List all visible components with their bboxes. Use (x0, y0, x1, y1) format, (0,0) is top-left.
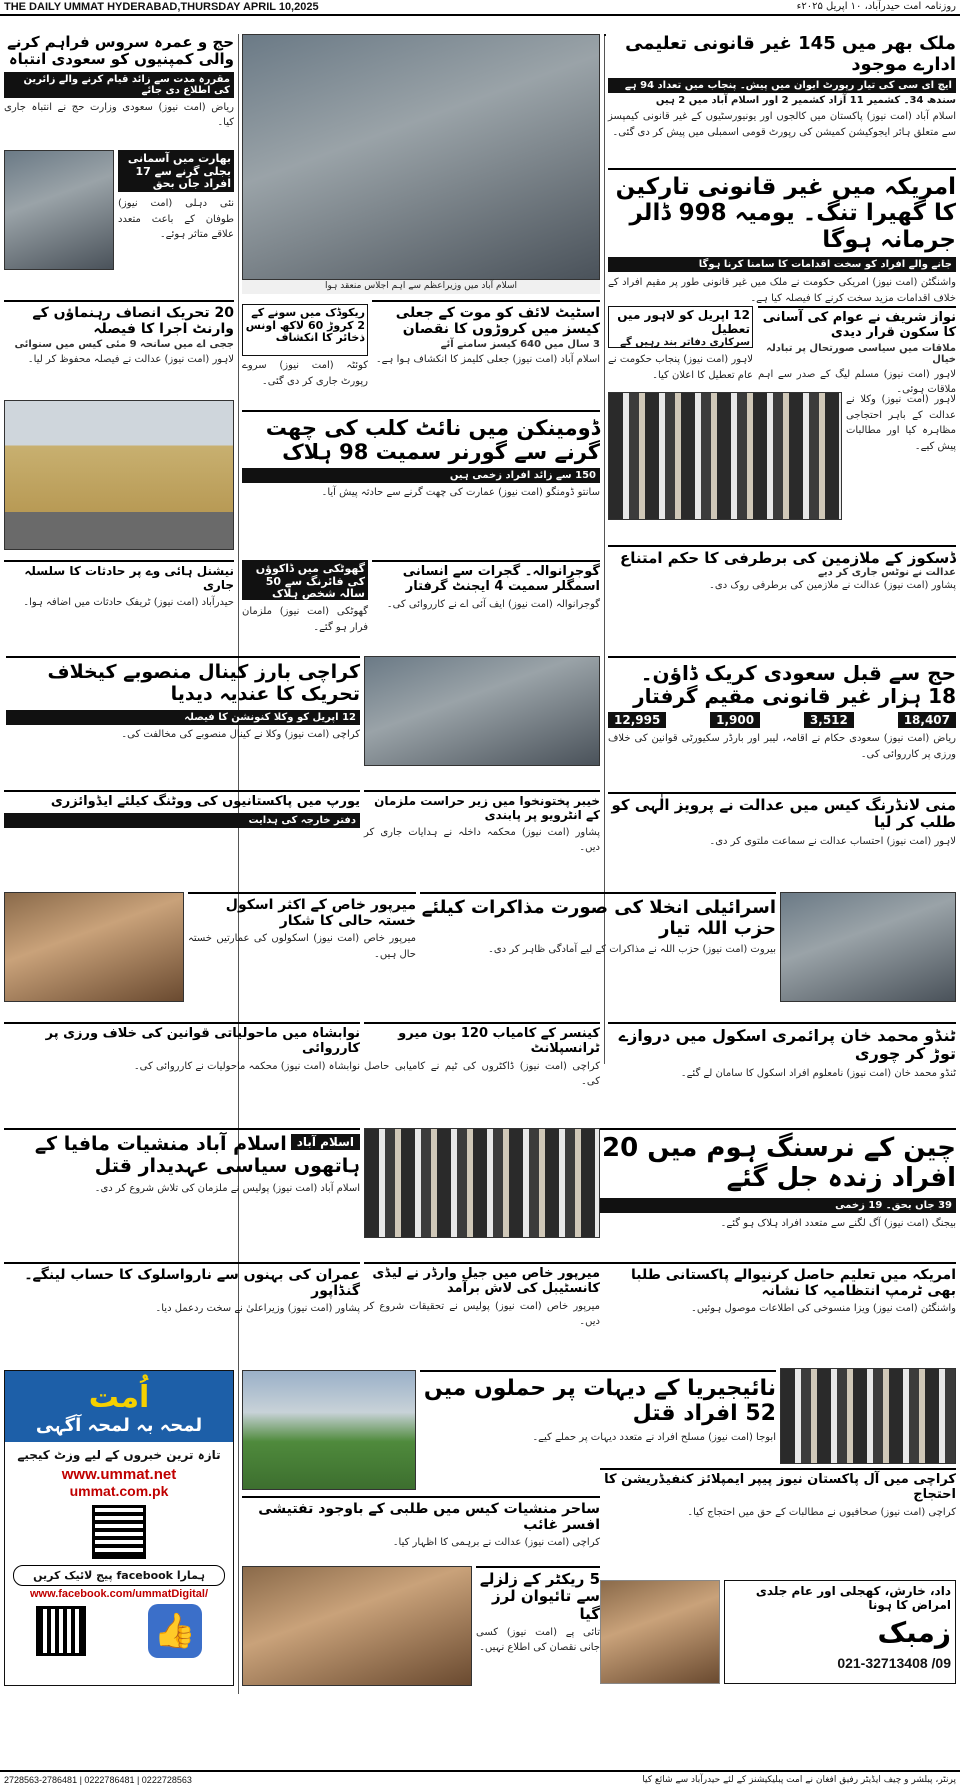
story-europe-voting (4, 790, 360, 870)
ad-zambak-headline: داد، خارش، کھجلی اور عام جلدی امراض کا ہونا (755, 1584, 951, 1612)
story-us-students: امریکہ میں تعلیم حاصل کرنیوالے پاکستانی طلبا بھی ٹرمپ انتظامیہ کا نشانہ واشنگٹن (امت نیوز) ویزا منسوخی کی اطلاعات موصول ہوئیں۔ (600, 1262, 956, 1350)
photo-lawyers-protest (608, 392, 842, 520)
headline: حج سے قبل سعودی کریک ڈاؤن۔ 18 ہزار غیر قانونی مقیم گرفتار (633, 661, 956, 708)
story-state-life: اسٹیٹ لائف کو موت کے جعلی کیسز میں کروڑوں کا نقصان 3 سال میں 640 کیسز سامنے آئے اسلام آباد (امت نیوز) جعلی کلیمز کا انکشاف ہوا ہے۔ (372, 300, 600, 400)
story-saudi-hajj-warning: حج و عمرہ سروس فراہم کرنے والی کمپنیوں کو سعودی انتباہ مقررہ مدت سے زائد قیام کرنے والے زائرین کی اطلاع دی جائے ریاض (امت نیوز) سعودی وزارت حج نے انتباہ جاری کیا۔ (4, 33, 234, 128)
subheadline: مقررہ مدت سے زائد قیام کرنے والے زائرین کی اطلاع دی جائے (4, 72, 234, 98)
headline: عمران کی بہنوں سے نارواسلوک کا حساب لینگے۔ گنڈاپور (24, 1267, 360, 1300)
ad-zambak-product (600, 1580, 720, 1684)
headline: نیشنل ہائی وے پر حادثات کا سلسلہ جاری (24, 564, 234, 592)
masthead (0, 0, 960, 16)
photo-traffic-police (780, 892, 956, 1002)
headline: کینسر کے کامیاب 120 بون میرو ٹرانسپلانٹ (398, 1026, 600, 1056)
subheadline: 150 سے زائد افراد زخمی ہیں (242, 468, 600, 483)
story-gujranwala: گوجرانوالہ۔ گجرات سے انسانی اسمگلر سمیت 4 ایجنٹ گرفتار گوجرانوالہ (امت نیوز) ایف آئی اے نے کارروائی کی۔ (372, 560, 600, 640)
story-pti-warrants: 20 تحریک انصاف رہنماؤں کے وارنٹ اجرا کا فیصلہ ججی اے میں سانحہ 9 مئی کیس میں سنوائی لاہور (امت نیوز) عدالت نے فیصلہ محفوظ کر لیا۔ (4, 300, 234, 396)
subheadline: 3 سال میں 640 کیسز سامنے آئے (440, 339, 600, 351)
story-islamabad-murder: اسلام آباد اسلام آباد منشیات مافیا کے ہاتھوں سیاسی عہدیدار قتل اسلام آباد (امت نیوز) پولیس نے ملزمان کی تلاش شروع کر دی۔ (4, 1128, 360, 1238)
headline: 5 ریکٹر کے زلزلے سے تائیوان لرز گیا (479, 1570, 600, 1623)
ad-ummat-url1[interactable]: www.ummat.net (61, 1466, 177, 1484)
headline: حج و عمرہ سروس فراہم کرنے والی کمپنیوں کو سعودی انتباہ (7, 33, 234, 69)
photo-school-building (4, 400, 234, 550)
ad-zambak-brand: زمبک (877, 1615, 951, 1649)
photo-apnec-protest (780, 1368, 956, 1464)
headline: 12 اپریل کو لاہور میں تعطیل (617, 308, 750, 336)
story-dominican-nightclub: ڈومینکن میں نائٹ کلب کی چھت گرنے سے گورنر سمیت 98 ہلاک 150 سے زائد افراد زخمی ہیں سانتو ڈومنگو (امت نیوز) عمارت کی چھت گرنے سے حادثہ پیش آیا۔ (242, 410, 600, 500)
stat-4: 12,995 (608, 712, 666, 728)
story-reko-diq (242, 304, 368, 356)
ad-ummat-fb-url[interactable]: www.facebook.com/ummatDigital/ (29, 1588, 209, 1601)
stat-1: 18,407 (898, 712, 956, 728)
ad-ummat-logo: اُمت (88, 1380, 150, 1415)
headline: کراچی بارز کینال منصوبے کیخلاف تحریک کا عندیہ دیدیا (47, 661, 360, 705)
headline: نواز شریف نے عوام کی آسانی کا سکون قرار دیدی (762, 310, 956, 340)
headline: نائیجیریا کے دیہات پر حملوں میں 52 افراد قتل (423, 1376, 776, 1427)
footer-text: پرنٹر، پبلشر و چیف ایڈیٹر رفیق افغان نے امت پبلیکیشنز کے لئے حیدرآباد سے شائع کیا (642, 1775, 956, 1785)
story-body: اسلام آباد (امت نیوز) پاکستان میں کالجوں اور یونیورسٹیوں کے غیر قانونی کیمپسز سے متعلق ہائر ایجوکیشن کمیشن کی رپورٹ قومی اسمبلی میں پیش کر دی گئی۔ (608, 111, 956, 138)
story-kp-interview-ban: خیبر پختونخوا میں زیر حراست ملزمان کے انٹرویو پر پابندی پشاور (امت نیوز) محکمہ داخلہ نے ہدایات جاری کر دیں۔ (364, 790, 600, 870)
subheadline: عدالت نے نوٹس جاری کر دیے (818, 567, 956, 579)
photo-caption: اسلام آباد میں وزیراعظم سے اہم اجلاس منعقد ہوا (242, 280, 600, 294)
photo-sports-field (242, 1370, 416, 1490)
headline: ڈسکوز کے ملازمین کی برطرفی کا حکم امتناع (619, 549, 956, 567)
photo-speaker (4, 150, 114, 270)
story-pervaiz-elahi: منی لانڈرنگ کیس میں عدالت نے پرویز الٰہی کو طلب کر لیا لاہور (امت نیوز) احتساب عدالت نے سماعت ملتوی کر دی۔ (608, 792, 956, 864)
headline: 20 تحریک انصاف رہنماؤں کے وارنٹ اجرا کا فیصلہ (32, 305, 234, 338)
story-school-theft: ٹنڈو محمد خان پرائمری اسکول میں دروازے توڑ کر چوری ٹنڈو محمد خان (امت نیوز) نامعلوم افراد اسکول کا سامان لے گئے۔ (608, 1022, 956, 1104)
story-nigeria: نائیجیریا کے دیہات پر حملوں میں 52 افراد قتل ابوجا (امت نیوز) مسلح افراد نے متعدد دیہات پر حملے کیے۔ (420, 1370, 776, 1460)
story-mirpurkhas-schools: میرپور خاص کے اکثر اسکول خستہ حالی کا شکار میرپور خاص (امت نیوز) اسکولوں کی عمارتیں خستہ حال ہیں۔ (188, 892, 416, 1002)
story-china-nursing-home: چین کے نرسنگ ہوم میں 20 افراد زندہ جل گئے 39 جاں بحق۔ 19 زخمی بیجنگ (امت نیوز) آگ لگنے سے متعدد افراد ہلاک ہو گئے۔ (600, 1128, 956, 1238)
story-mirpurkhas-constable: میرپور خاص میں جیل وارڈر نے لیڈی کانسٹیبل کی لاش برآمد میرپور خاص (امت نیوز) پولیس نے تحقیقات شروع کر دیں۔ (364, 1262, 600, 1350)
story-discos-employees: ڈسکوز کے ملازمین کی برطرفی کا حکم امتناع عدالت نے نوٹس جاری کر دیے پشاور (امت نیوز) عدالت نے ملازمین کی برطرفی روک دی۔ (608, 545, 956, 605)
ad-ummat[interactable] (4, 1370, 234, 1686)
footer-phones: 2728563-2786481 | 0222786481 | 0222728563 (4, 1775, 192, 1785)
photo-gathering (242, 1566, 472, 1686)
subheadline: 12 اپریل کو وکلا کنونشن کا فیصلہ (6, 710, 360, 725)
headline: اسلام آباد منشیات مافیا کے ہاتھوں سیاسی عہدیدار قتل (34, 1133, 360, 1177)
ad-ummat-header (5, 1371, 233, 1442)
story-nawabshah: نوابشاہ میں ماحولیاتی قوانین کی خلاف ورزی پر کارروائی نوابشاہ (امت نیوز) محکمہ ماحولیات نے کارروائی کی۔ (4, 1022, 360, 1102)
ad-ummat-fb-label: ہمارا facebook پیج لائیک کریں (13, 1565, 225, 1586)
photo-religious-scholars (4, 892, 184, 1002)
story-sahir-drugs: ساحر منشیات کیس میں طلبی کے باوجود تفتیشی افسر غائب کراچی (امت نیوز) عدالت نے برہمی کا اظہار کیا۔ (242, 1496, 600, 1560)
story-gandapur: عمران کی بہنوں سے نارواسلوک کا حساب لینگے۔ گنڈاپور پشاور (امت نیوز) وزیراعلیٰ نے سخت ردعمل دیا۔ (4, 1262, 360, 1350)
headline: امریکہ میں غیر قانونی تارکین کا گھیرا تنگ۔ یومیہ 998 ڈالر جرمانہ ہوگا (615, 174, 956, 253)
headline: امریکہ میں تعلیم حاصل کرنیوالے پاکستانی طلبا بھی ٹرمپ انتظامیہ کا نشانہ (631, 1267, 956, 1300)
ad-ummat-tagline: لمحہ بہ لمحہ آگہی (35, 1414, 203, 1436)
headline: بھارت میں آسمانی بجلی گرنے سے 17 افراد جاں بحق (127, 152, 231, 191)
headline: چین کے نرسنگ ہوم میں 20 افراد زندہ جل گئے (602, 1133, 956, 1193)
headline: اسٹیٹ لائف کو موت کے جعلی کیسز میں کروڑوں کا نقصان (395, 305, 600, 338)
story-terror-fight (604, 34, 606, 36)
thumbs-up-icon: 👍 (148, 1604, 202, 1658)
headline: ملک بھر میں 145 غیر قانونی تعلیمی ادارے موجود (625, 33, 956, 75)
story-lahore-holiday (608, 306, 753, 348)
photo-mourning-crowd (364, 1128, 600, 1238)
story-taiwan-quake: 5 ریکٹر کے زلزلے سے تائیوان لرز گیا تائی پے (امت نیوز) کسی جانی نقصان کی اطلاع نہیں۔ (476, 1566, 600, 1686)
ad-zambak[interactable] (724, 1580, 956, 1684)
story-illegal-institutions (608, 33, 956, 138)
story-hezbollah: اسرائیلی انخلا کی صورت مذاکرات کیلئے حزب اللہ تیار بیروت (امت نیوز) حزب اللہ نے مذاکرات کے لیے آمادگی ظاہر کر دی۔ (420, 892, 776, 1012)
stat-3: 1,900 (710, 712, 760, 728)
story-apnec: کراچی میں آل پاکستان نیوز پیپر ایمپلائز کنفیڈریشن کا احتجاج کراچی (امت نیوز) صحافیوں نے مطالبات کے حق میں احتجاج کیا۔ (600, 1468, 956, 1538)
subheadline: جانے والے افراد کو سخت اقدامات کا سامنا کرنا ہوگا (608, 257, 956, 272)
ad-ummat-cta: تازہ ترین خبروں کے لیے وزٹ کیجیے (17, 1448, 221, 1463)
subheadline: ایچ ای سی کی تیار رپورٹ ایوان میں پیش۔ پنجاب میں تعداد 94 ہے (608, 78, 956, 93)
ad-ummat-qr-1 (92, 1505, 146, 1559)
subheadline: ملاقات میں سیاسی صورتحال پر تبادلہ خیال (766, 342, 956, 365)
headline: نوابشاہ میں ماحولیاتی قوانین کی خلاف ورزی پر کارروائی (45, 1026, 360, 1056)
story-highway: نیشنل ہائی وے پر حادثات کا سلسلہ جاری حیدرآباد (امت نیوز) ٹریفک حادثات میں اضافہ ہوا۔ (4, 560, 234, 650)
ad-ummat-qr-2 (36, 1606, 86, 1656)
ad-ummat-url2[interactable]: ummat.com.pk (69, 1483, 169, 1500)
headline: منی لانڈرنگ کیس میں عدالت نے پرویز الٰہی کو طلب کر لیا (611, 796, 956, 832)
subheadline: 39 جاں بحق۔ 19 زخمی (600, 1198, 956, 1213)
story-nawaz-sharif: نواز شریف نے عوام کی آسانی کا سکون قرار دیدی ملاقات میں سیاسی صورتحال پر تبادلہ خیال لاہور (امت نیوز) مسلم لیگ کے صدر سے اہم ملاقات ہوئی۔ (758, 306, 956, 382)
headline: گھوٹکی میں ڈاکوؤں کی فائرنگ سے 50 سالہ شخص ہلاک (255, 562, 365, 601)
headline: میرپور خاص میں جیل وارڈر نے لیڈی کانسٹیبل کی لاش برآمد (372, 1266, 600, 1296)
location-tag: اسلام آباد (291, 1134, 360, 1150)
stat-2: 3,512 (804, 712, 854, 728)
story-bone-marrow: کینسر کے کامیاب 120 بون میرو ٹرانسپلانٹ کراچی (امت نیوز) ڈاکٹروں کی ٹیم نے کامیابی حاصل کی۔ (364, 1022, 600, 1102)
story-india-lightning (118, 150, 234, 192)
story-karachi-bar-canal: کراچی بارز کینال منصوبے کیخلاف تحریک کا عندیہ دیدیا 12 اپریل کو وکلا کنونشن کا فیصلہ کراچی (امت نیوز) وکلا نے کینال منصوبے کی مخالفت کی۔ (6, 656, 360, 746)
ad-zambak-phone[interactable]: 021-32713408 /09 (837, 1654, 951, 1671)
headline: میرپور خاص کے اکثر اسکول خستہ حالی کا شکار (225, 897, 416, 930)
headline: کراچی میں آل پاکستان نیوز پیپر ایمپلائز کنفیڈریشن کا احتجاج (604, 1472, 956, 1502)
photo-press-conference (364, 656, 600, 766)
story-saudi-crackdown: حج سے قبل سعودی کریک ڈاؤن۔ 18 ہزار غیر قانونی مقیم گرفتار 18,407 3,512 1,900 12,995 ریاض (امت نیوز) سعودی حکام نے اقامہ، لیبر اور بارڈر سکیورٹی قوانین کی خلاف ورزی پر کارروائی کی۔ (608, 656, 956, 756)
headline: گوجرانوالہ۔ گجرات سے انسانی اسمگلر سمیت 4 ایجنٹ گرفتار (402, 564, 600, 594)
story-ghotki (242, 560, 368, 600)
headline: خیبر پختونخوا میں زیر حراست ملزمان کے انٹرویو پر پابندی (374, 794, 600, 822)
photo-meeting (242, 34, 600, 280)
headline: ساحر منشیات کیس میں طلبی کے باوجود تفتیشی افسر غائب (258, 1501, 600, 1534)
subheadline: ججی اے میں سانحہ 9 مئی کیس میں سنوائی (14, 339, 234, 351)
masthead-urdu: روزنامہ امت حیدرآباد، ۱۰ اپریل ۲۰۲۵ء (796, 1, 956, 12)
subheadline-2: سندھ 34۔ کشمیر 11 آزاد کشمیر 2 اور اسلام آباد میں 2 ہیں (655, 95, 956, 107)
masthead-english: THE DAILY UMMAT HYDERABAD,THURSDAY APRIL 10,2025 (4, 1, 319, 13)
headline: اسرائیلی انخلا کی صورت مذاکرات کیلئے حزب اللہ تیار (421, 897, 776, 939)
headline: ریکوڈک میں سونے کے 2 کروڑ 60 لاکھ اونس ذخائر کا انکشاف (245, 306, 365, 345)
footer (0, 1770, 960, 1790)
headline: ٹنڈو محمد خان پرائمری اسکول میں دروازے توڑ کر چوری (618, 1026, 956, 1064)
subheadline: سرکاری دفاتر بند رہیں گے (620, 336, 750, 348)
subheadline: دفتر خارجہ کی ہدایت (4, 813, 360, 828)
headline: ڈومینکن میں نائٹ کلب کی چھت گرنے سے گورنر سمیت 98 ہلاک (265, 416, 600, 465)
story-us-illegal-migrants: امریکہ میں غیر قانونی تارکین کا گھیرا تنگ۔ یومیہ 998 ڈالر جرمانہ ہوگا جانے والے افراد کو سخت اقدامات کا سامنا کرنا ہوگا واشنگٹن (امت نیوز) امریکی حکومت نے ملک میں غیر قانونی طور پر مقیم افراد کے خلاف اقدامات مزید سخت کرنے کا فیصلہ کیا ہے۔ (608, 168, 956, 278)
headline: یورپ میں پاکستانیوں کی ووٹنگ کیلئے ایڈوائزری (50, 794, 360, 809)
